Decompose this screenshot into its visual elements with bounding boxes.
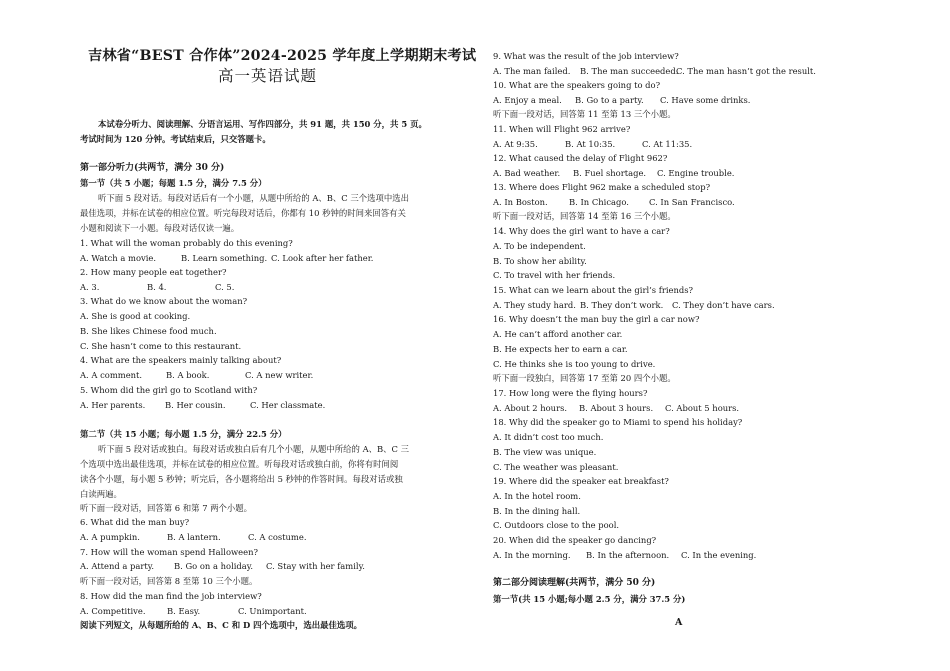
option-a: A. Enjoy a meal. bbox=[493, 95, 562, 105]
option-b: B. Learn something. bbox=[181, 253, 268, 263]
option-b: B. The view was unique. bbox=[493, 447, 597, 457]
option-a: A. Attend a party. bbox=[80, 561, 155, 571]
option-a: A. A pumpkin. bbox=[80, 532, 140, 542]
option-c: C. They don’t have cars. bbox=[672, 300, 775, 310]
question-stem: 15. What can we learn about the girl’s friends? bbox=[493, 285, 694, 295]
option-b: B. Go to a party. bbox=[575, 95, 644, 105]
option-c: C. 5. bbox=[215, 282, 235, 292]
option-b: B. To show her ability. bbox=[493, 256, 587, 266]
question-stem: 10. What are the speakers going to do? bbox=[493, 80, 661, 90]
reading-instruction: 阅读下列短文，从每题所给的 A、B、C 和 D 四个选项中，选出最佳选项。 bbox=[80, 620, 363, 630]
option-a: A. A comment. bbox=[80, 370, 143, 380]
option-a: A. The man failed. bbox=[493, 66, 571, 76]
instruction-line: 听下面 5 段对话或独白。每段对话或独白后有几个小题，从题中所给的 A、B、C 三 bbox=[98, 444, 409, 454]
question-stem: 11. When will Flight 962 arrive? bbox=[493, 124, 631, 134]
option-b: B. Go on a holiday. bbox=[174, 561, 254, 571]
exam-subtitle: 高一英语试题 bbox=[218, 67, 318, 85]
option-c: C. The weather was pleasant. bbox=[493, 462, 619, 472]
listening-note: 听下面一段对话，回答第 14 至第 16 三个小题。 bbox=[493, 211, 676, 221]
intro-line: 本试卷分听力、阅读理解、分语言运用、写作四部分，共 91 题，共 150 分，共 5 页。 bbox=[98, 119, 427, 129]
option-b: B. In the afternoon. bbox=[586, 550, 670, 560]
option-c: C. Have some drinks. bbox=[660, 95, 751, 105]
option-c: C. Stay with her family. bbox=[266, 561, 365, 571]
option-a: A. Watch a movie. bbox=[80, 253, 157, 263]
option-a: A. He can’t afford another car. bbox=[493, 329, 623, 339]
part2-heading: 第二部分阅读理解(共两节，满分 50 分) bbox=[493, 578, 656, 588]
option-c: C. The man hasn’t got the result. bbox=[676, 66, 816, 76]
question-stem: 2. How many people eat together? bbox=[80, 267, 227, 277]
option-a: A. 3. bbox=[80, 282, 100, 292]
option-a: A. In the morning. bbox=[493, 550, 571, 560]
option-c: C. Outdoors close to the pool. bbox=[493, 520, 620, 530]
question-stem: 6. What did the man buy? bbox=[80, 517, 190, 527]
option-c: C. At 11:35. bbox=[642, 139, 693, 149]
option-b: B. In Chicago. bbox=[569, 197, 629, 207]
option-b: B. Easy. bbox=[167, 606, 201, 616]
instruction-line: 个选项中选出最佳选项，并标在试卷的相应位置。听每段对话或独白前，你将有时间阅 bbox=[80, 459, 399, 469]
intro-line: 考试时间为 120 分钟。考试结束后，只交答题卡。 bbox=[80, 134, 271, 144]
exam-title: 吉林省“BEST 合作体”2024-2025 学年度上学期期末考试 bbox=[88, 48, 477, 64]
question-stem: 14. Why does the girl want to have a car? bbox=[493, 226, 670, 236]
question-stem: 3. What do we know about the woman? bbox=[80, 296, 248, 306]
listening-note: 听下面一段独白，回答第 17 至第 20 四个小题。 bbox=[493, 373, 676, 383]
instruction-line: 最佳选项，并标在试卷的相应位置。听完每段对话后，你都有 10 秒钟的时间来回答有关 bbox=[80, 208, 406, 218]
option-b: B. At 10:35. bbox=[565, 139, 616, 149]
option-a: A. Competitive. bbox=[80, 606, 146, 616]
question-stem: 12. What caused the delay of Flight 962? bbox=[493, 153, 668, 163]
option-c: C. He thinks she is too young to drive. bbox=[493, 359, 656, 369]
option-a: A. Bad weather. bbox=[493, 168, 561, 178]
question-stem: 13. Where does Flight 962 make a scheduled stop? bbox=[493, 182, 711, 192]
option-a: A. At 9:35. bbox=[493, 139, 538, 149]
option-c: C. A new writer. bbox=[245, 370, 314, 380]
option-c: C. Look after her father. bbox=[271, 253, 374, 263]
instruction-line: 白读两遍。 bbox=[80, 489, 122, 499]
part2-section1-heading: 第一节(共 15 小题;每小题 2.5 分，满分 37.5 分) bbox=[493, 594, 686, 604]
question-stem: 20. When did the speaker go dancing? bbox=[493, 535, 657, 545]
part1-heading: 第一部分听力(共两节，满分 30 分) bbox=[80, 163, 225, 173]
option-c: C. She hasn’t come to this restaurant. bbox=[80, 341, 242, 351]
question-stem: 9. What was the result of the job interview? bbox=[493, 51, 679, 61]
listening-note: 听下面一段对话，回答第 8 至第 10 三个小题。 bbox=[80, 576, 258, 586]
option-c: C. Unimportant. bbox=[238, 606, 307, 616]
question-stem: 7. How will the woman spend Halloween? bbox=[80, 547, 258, 557]
question-stem: 4. What are the speakers mainly talking about? bbox=[80, 355, 282, 365]
option-c: C. Her classmate. bbox=[250, 400, 326, 410]
passage-a-label: A bbox=[675, 617, 683, 628]
option-a: A. About 2 hours. bbox=[493, 403, 568, 413]
question-stem: 16. Why doesn’t the man buy the girl a car now? bbox=[493, 314, 700, 324]
option-c: C. About 5 hours. bbox=[665, 403, 740, 413]
option-c: C. In the evening. bbox=[681, 550, 757, 560]
section1-heading: 第一节（共 5 小题；每题 1.5 分，满分 7.5 分） bbox=[80, 178, 267, 188]
option-c: C. In San Francisco. bbox=[649, 197, 735, 207]
option-b: B. She likes Chinese food much. bbox=[80, 326, 217, 336]
question-stem: 8. How did the man find the job interview? bbox=[80, 591, 262, 601]
option-b: B. He expects her to earn a car. bbox=[493, 344, 628, 354]
option-a: A. She is good at cooking. bbox=[80, 311, 191, 321]
question-stem: 18. Why did the speaker go to Miami to spend his holiday? bbox=[493, 417, 743, 427]
option-a: A. In Boston. bbox=[493, 197, 548, 207]
option-b: B. A book. bbox=[166, 370, 210, 380]
option-a: A. Her parents. bbox=[80, 400, 146, 410]
listening-note: 听下面一段对话，回答第 11 至第 13 三个小题。 bbox=[493, 109, 676, 119]
question-stem: 19. Where did the speaker eat breakfast? bbox=[493, 476, 669, 486]
question-stem: 5. Whom did the girl go to Scotland with? bbox=[80, 385, 258, 395]
option-c: C. To travel with her friends. bbox=[493, 270, 616, 280]
option-a: A. To be independent. bbox=[493, 241, 586, 251]
option-b: B. A lantern. bbox=[167, 532, 221, 542]
option-a: A. They study hard. bbox=[493, 300, 576, 310]
option-a: A. It didn’t cost too much. bbox=[493, 432, 604, 442]
section2-heading: 第二节（共 15 小题；每小题 1.5 分，满分 22.5 分） bbox=[80, 429, 287, 439]
question-stem: 17. How long were the flying hours? bbox=[493, 388, 648, 398]
listening-note: 听下面一段对话，回答第 6 和第 7 两个小题。 bbox=[80, 503, 253, 513]
option-b: B. The man succeeded. bbox=[580, 66, 679, 76]
option-b: B. Her cousin. bbox=[165, 400, 226, 410]
instruction-line: 小题和阅读下一小题。每段对话仅读一遍。 bbox=[80, 223, 240, 233]
instruction-line: 读各个小题，每小题 5 秒钟；听完后，各小题将给出 5 秒钟的作答时间。每段对话或独 bbox=[80, 474, 403, 484]
option-b: B. About 3 hours. bbox=[579, 403, 654, 413]
option-c: C. Engine trouble. bbox=[657, 168, 735, 178]
option-b: B. Fuel shortage. bbox=[573, 168, 647, 178]
option-b: B. They don’t work. bbox=[580, 300, 664, 310]
option-c: C. A costume. bbox=[248, 532, 307, 542]
option-b: B. In the dining hall. bbox=[493, 506, 581, 516]
instruction-line: 听下面 5 段对话。每段对话后有一个小题，从题中所给的 A、B、C 三个选项中选出 bbox=[98, 193, 409, 203]
question-stem: 1. What will the woman probably do this evening? bbox=[80, 238, 293, 248]
option-b: B. 4. bbox=[147, 282, 167, 292]
option-a: A. In the hotel room. bbox=[493, 491, 581, 501]
